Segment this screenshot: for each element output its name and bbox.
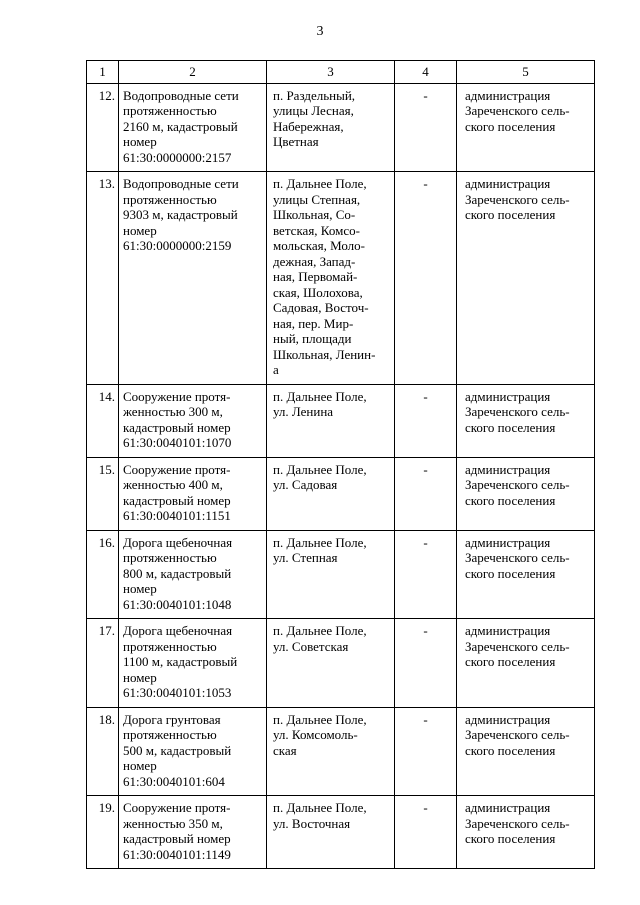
column-4-value-text: - <box>423 176 428 191</box>
rights-holder <box>457 83 595 172</box>
object-description <box>119 619 267 708</box>
object-location <box>267 530 395 619</box>
object-location <box>267 796 395 869</box>
rights-holder-text: администрация Зареченского сель- ского поселения <box>465 534 570 581</box>
column-header: 1 <box>87 61 119 84</box>
table-row <box>87 83 595 172</box>
table-row <box>87 172 595 385</box>
rights-holder-text: администрация Зареченского сель- ского поселения <box>465 461 570 508</box>
object-description-text: Дорога щебеночная протяженностью 800 м, кадастровый номер 61:30:0040101:1048 <box>123 534 233 612</box>
row-number <box>87 384 119 457</box>
column-4-value-text: - <box>423 534 428 550</box>
row-number <box>87 619 119 708</box>
column-header: 5 <box>457 61 595 84</box>
object-location <box>267 172 395 385</box>
column-4-value-text: - <box>423 800 428 815</box>
column-4-value-text: - <box>423 87 428 103</box>
object-description <box>119 83 267 172</box>
property-table <box>86 60 595 869</box>
object-description <box>119 457 267 530</box>
column-4-value <box>395 172 457 385</box>
object-description <box>119 796 267 869</box>
column-4-value-text: - <box>423 711 428 727</box>
rights-holder-text: администрация Зареченского сель- ского поселения <box>465 711 570 758</box>
object-location <box>267 457 395 530</box>
rights-holder-text: администрация Зареченского сель- ского поселения <box>465 800 570 846</box>
object-description <box>119 384 267 457</box>
rights-holder <box>457 384 595 457</box>
object-location-text: п. Дальнее Поле, ул. Садовая <box>273 461 367 492</box>
row-number-text: 19. <box>98 800 115 815</box>
object-location-text: п. Дальнее Поле, ул. Советская <box>273 623 367 654</box>
row-number-text: 18. <box>98 711 115 727</box>
object-location-text: п. Дальнее Поле, ул. Степная <box>273 534 367 565</box>
object-description <box>119 707 267 796</box>
column-4-value <box>395 457 457 530</box>
column-4-value <box>395 530 457 619</box>
object-description-text: Дорога щебеночная протяженностью 1100 м, кадастровый номер 61:30:0040101:1053 <box>123 623 238 700</box>
rights-holder <box>457 796 595 869</box>
row-number-text: 17. <box>98 623 115 638</box>
rights-holder <box>457 707 595 796</box>
table-row <box>87 707 595 796</box>
object-location <box>267 384 395 457</box>
column-4-value <box>395 83 457 172</box>
rights-holder <box>457 457 595 530</box>
column-header: 4 <box>395 61 457 84</box>
row-number <box>87 83 119 172</box>
row-number <box>87 707 119 796</box>
object-description-text: Водопроводные сети протяженностью 2160 м, кадастровый номер 61:30:0000000:2157 <box>123 87 239 165</box>
row-number <box>87 530 119 619</box>
column-4-value <box>395 796 457 869</box>
table-row <box>87 619 595 708</box>
object-description-text: Сооружение протя- женностью 300 м, кадастровый номер 61:30:0040101:1070 <box>123 388 232 450</box>
row-number <box>87 457 119 530</box>
column-4-value <box>395 707 457 796</box>
table-row <box>87 384 595 457</box>
column-4-value-text: - <box>423 388 428 404</box>
object-description-text: Водопроводные сети протяженностью 9303 м, кадастровый номер 61:30:0000000:2159 <box>123 176 239 253</box>
row-number-text: 16. <box>98 534 115 550</box>
table-row <box>87 796 595 869</box>
row-number <box>87 172 119 385</box>
table-row <box>87 530 595 619</box>
column-4-value <box>395 619 457 708</box>
page-number: 3 <box>316 24 324 39</box>
object-location-text: п. Дальнее Поле, ул. Восточная <box>273 800 367 831</box>
column-4-value <box>395 384 457 457</box>
row-number-text: 12. <box>98 87 115 103</box>
column-header: 3 <box>267 61 395 84</box>
table-row <box>87 457 595 530</box>
column-header: 2 <box>119 61 267 84</box>
row-number-text: 14. <box>98 388 115 404</box>
row-number-text: 13. <box>98 176 115 191</box>
object-location-text: п. Раздельный, улицы Лесная, Набережная, Цветная <box>273 87 356 149</box>
object-description-text: Сооружение протя- женностью 350 м, кадастровый номер 61:30:0040101:1149 <box>123 800 231 862</box>
rights-holder-text: администрация Зареченского сель- ского поселения <box>465 87 570 134</box>
object-description <box>119 530 267 619</box>
rights-holder-text: администрация Зареченского сель- ского поселения <box>465 623 570 669</box>
object-description <box>119 172 267 385</box>
object-location <box>267 707 395 796</box>
header-row <box>87 61 595 84</box>
object-description-text: Сооружение протя- женностью 400 м, кадастровый номер 61:30:0040101:1151 <box>123 461 231 523</box>
object-location-text: п. Дальнее Поле, ул. Комсомоль- ская <box>273 711 367 758</box>
rights-holder-text: администрация Зареченского сель- ского поселения <box>465 388 570 435</box>
row-number-text: 15. <box>98 461 115 477</box>
column-4-value-text: - <box>423 461 428 477</box>
object-location-text: п. Дальнее Поле, улицы Степная, Школьная, Со- ветская, Комсо- мольская, Моло- дежная, Запад- ная, Первомай- ская, Шолохова, Садовая, Восточ- ная, пер. Мир- ный, площади Школьная, Ленин- а <box>273 176 376 377</box>
rights-holder <box>457 172 595 385</box>
rights-holder <box>457 619 595 708</box>
rights-holder <box>457 530 595 619</box>
column-4-value-text: - <box>423 623 428 638</box>
row-number <box>87 796 119 869</box>
object-location <box>267 619 395 708</box>
object-description-text: Дорога грунтовая протяженностью 500 м, кадастровый номер 61:30:0040101:604 <box>123 711 232 789</box>
object-location-text: п. Дальнее Поле, ул. Ленина <box>273 388 367 419</box>
rights-holder-text: администрация Зареченского сель- ского поселения <box>465 176 570 222</box>
object-location <box>267 83 395 172</box>
